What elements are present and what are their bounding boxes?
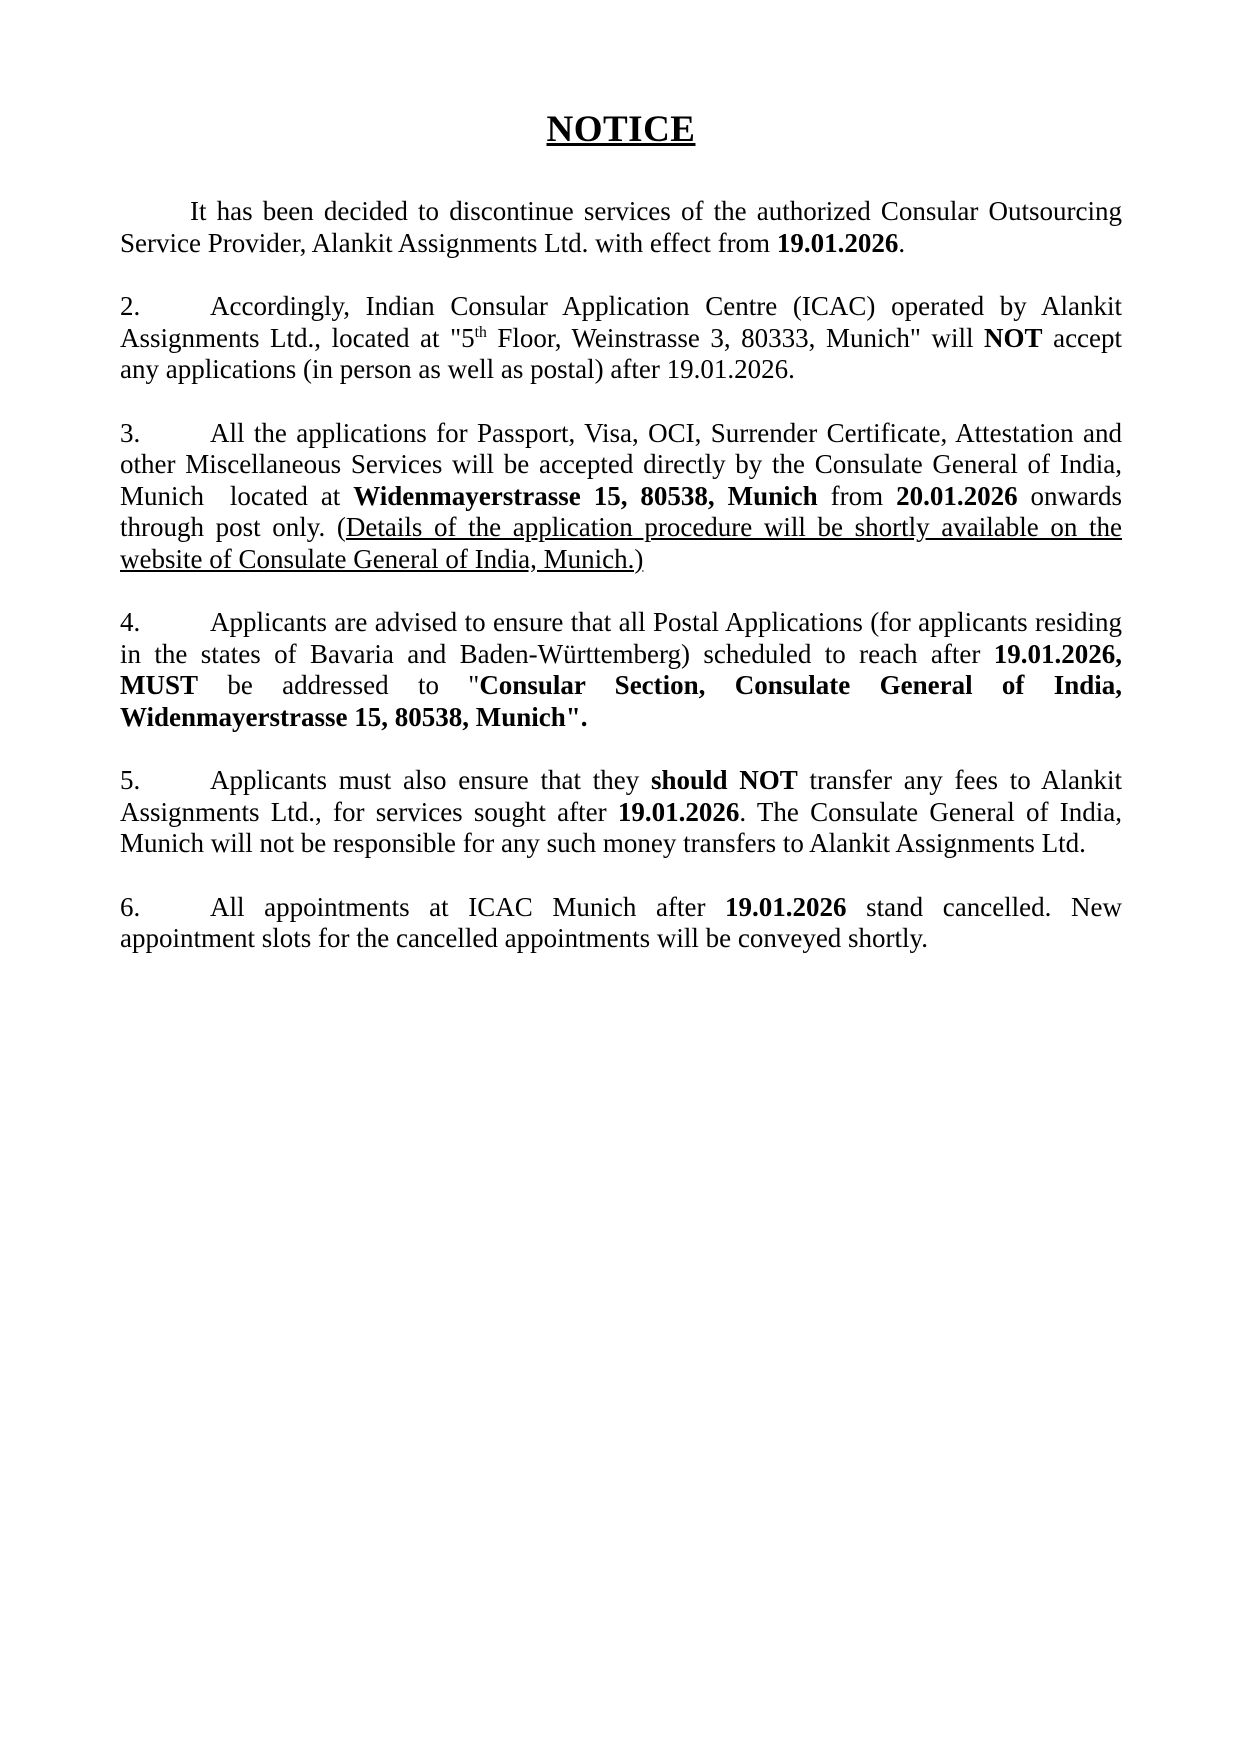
- paragraph: [120, 418, 1122, 576]
- text-run: 19.01.2026: [617, 796, 740, 827]
- text-run: stand cancelled. New appointment slots for the cancelled appointments will be conveyed shortly.: [120, 891, 1123, 953]
- text-run: Accordingly, Indian Consular Application Centre (ICAC) operated by Alankit Assignments Ltd., located at "5: [120, 291, 1122, 353]
- text-run: All the applications for Passport, Visa, OCI, Surrender Certificate, Attestation and other Miscellaneous Services will be accepted directly by the Consulate General of India, Munich located at: [120, 417, 1122, 511]
- text-run: accept any applications (in person as well as postal) after 19.01.2026.: [120, 322, 1123, 384]
- paragraph-number: 2.: [120, 291, 141, 321]
- paragraph: [120, 291, 1122, 386]
- text-run: Widenmayerstrasse 15, 80538, Munich: [353, 480, 818, 511]
- paragraph: [120, 196, 1122, 259]
- text-run: .: [898, 227, 906, 258]
- document-body: [120, 196, 1122, 955]
- text-run: be addressed to ": [198, 670, 480, 700]
- paragraph-number: 5.: [120, 765, 141, 795]
- text-run: Applicants are advised to ensure that all Postal Applications (for applicants residing in the states of Bavaria and Baden-Württemberg) scheduled to reach after: [120, 607, 1122, 669]
- text-run: transfer any fees to Alankit Assignments Ltd., for services sought after: [120, 765, 1122, 827]
- text-run: 20.01.2026: [896, 480, 1018, 511]
- text-run: . The Consulate General of India, Munich will not be responsible for any such money transfers to Alankit Assignments Ltd.: [120, 796, 1123, 858]
- text-run: should NOT: [650, 765, 798, 795]
- paragraph: [120, 765, 1122, 860]
- page-title: NOTICE: [546, 109, 696, 150]
- text-run: Details of the application procedure will be shortly available on the website of Consulate General of India, Munich.): [120, 512, 1123, 574]
- text-run: Consular Section, Consulate General of India, Widenmayerstrasse 15, 80538, Munich".: [120, 670, 1123, 732]
- paragraph-number: 6.: [120, 891, 141, 922]
- paragraph: [120, 607, 1122, 733]
- text-run: 19.01.2026: [776, 227, 899, 258]
- paragraph-number: 3.: [120, 417, 141, 448]
- text-run: from: [817, 480, 897, 511]
- text-run: Applicants must also ensure that they: [210, 765, 651, 795]
- text-run: onwards through post only. (: [120, 480, 1123, 542]
- text-run: Floor, Weinstrasse 3, 80333, Munich" will: [486, 322, 985, 353]
- text-run: th: [474, 323, 487, 341]
- text-run: It has been decided to discontinue services of the authorized Consular Outsourcing Service Provider, Alankit Assignments Ltd. with effect from: [120, 196, 1122, 258]
- text-run: 19.01.2026: [725, 891, 847, 922]
- text-run: NOT: [984, 322, 1043, 353]
- text-run: 19.01.2026, MUST: [120, 638, 1122, 700]
- text-run: All appointments at ICAC Munich after: [210, 891, 726, 922]
- paragraph: [120, 892, 1122, 955]
- paragraph-number: 4.: [120, 607, 141, 637]
